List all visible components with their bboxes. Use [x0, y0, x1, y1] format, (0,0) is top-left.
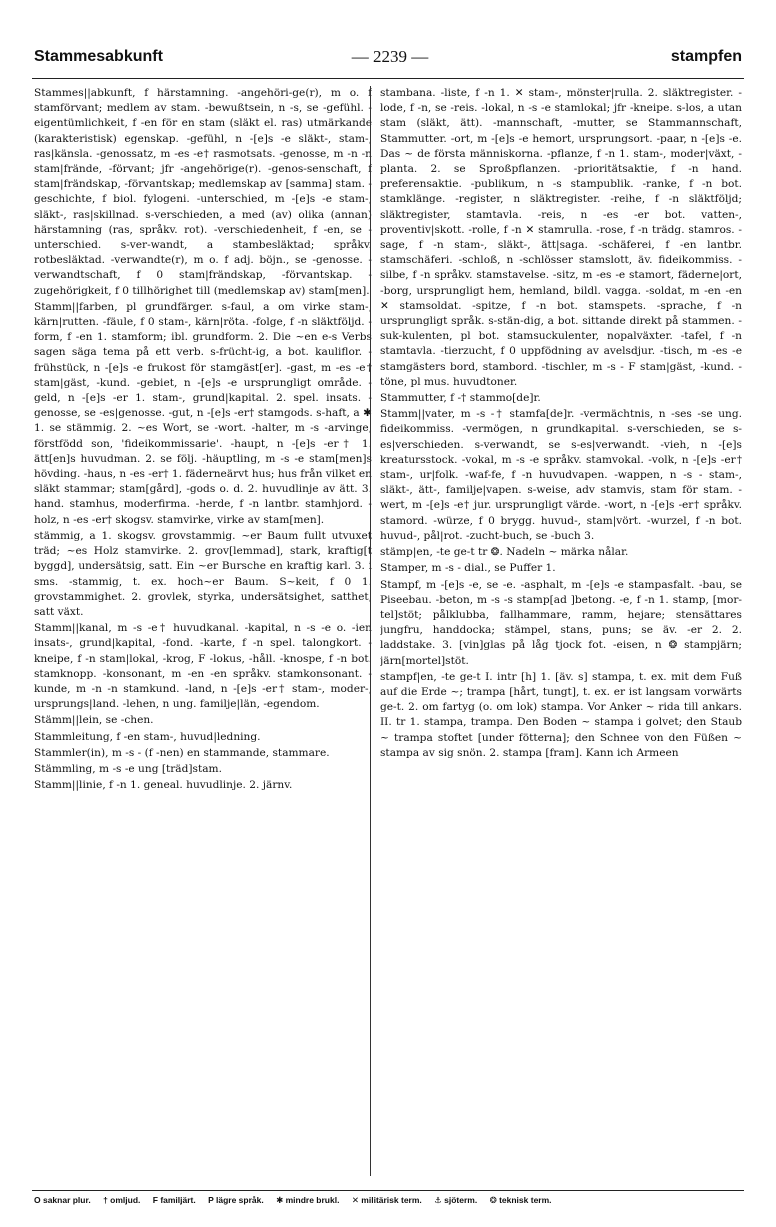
legend-item: P lägre språk.: [208, 1195, 264, 1205]
right-column: [380, 86, 742, 1196]
entry-paragraph: Stammleitung, f -en stam-, huvud|ledning.: [34, 730, 261, 743]
legend-item: ✕ militärisk term.: [351, 1195, 422, 1205]
legend-item: F familjärt.: [152, 1195, 196, 1205]
column-divider: [370, 86, 371, 1176]
entry-paragraph: stampf|en, -te ge-t I. intr [h] 1. [äv. s] stampa, t. ex. mit dem Fuß auf die Erde ~; trampa [hårt, tungt], t. ex. er ist langsam vorwärts ge-t. 2. om fartyg (o. om lok) stampa. Vor Anker ~ rida till ankars. II. tr 1. stampa, trampa. Den Boden ~ stampa i golvet; den Staub ~ trampa stoftet [under fötterna]; den Schnee von den Füßen ~ stampa av sig snön. 2. stampa [fram]. Kann ich Armeen: [380, 670, 742, 759]
legend-item: † omljud.: [103, 1195, 141, 1205]
legend-item: ⚓ sjöterm.: [434, 1195, 478, 1205]
footer-rule: [32, 1190, 744, 1191]
abbreviation-legend: [34, 1195, 742, 1206]
entry-paragraph: Stamm||vater, m -s -† stamfa[de]r. -vermächtnis, n -ses -se ung. fideikommiss. -vermögen, n grundkapital. s-verschieden, se s-es|verschieden. s-verwandt, se s-es|verwandt. -vieh, n -[e]s kreatursstock. -vokal, m -s -e språkv. stamvokal. -volk, n -[e]s -er† stam-, ur|folk. -waf-fe, f -n huvudvapen. -wappen, n -s - stam-, släkt-, ätt-, familje|vapen. s-weise, adv stamvis, stam för stam. -wert, m -[e]s -e† jur. ursprungligt värde. -wort, n -[e]s -er† språkv. stamord. -würze, f 0 brygg. huvud-, stam|vört. -wurzel, f -n bot. huvud-, pål|rot. -zucht-buch, se -buch 3.: [380, 408, 742, 542]
legend-item: O saknar plur.: [34, 1195, 91, 1205]
entry-paragraph: Stamper, m -s - dial., se Puffer 1.: [380, 562, 556, 575]
entry-paragraph: stämmig, a 1. skogsv. grovstammig. ~er Baum fullt utvuxet träd; ~es Holz stamvirke. 2. grov[lemmad], stark, kraftig[t byggd], undersätsig, satt. Ein ~er Bursche en kraftig karl. 3. i sms. -stammig, t. ex. hoch~er Baum. S~keit, f 0 1. grovstammighet. 2. grovlek, styrka, undersätsighet, satthet, satt växt.: [34, 529, 372, 618]
running-head-left: Stammesabkunft: [34, 48, 163, 65]
entry-paragraph: stambana. -liste, f -n 1. ✕ stam-, mönster|rulla. 2. släktregister. -lode, f -n, se -reis. -lokal, n -s -e stamlokal; jfr -kneipe. s-los, a utan stam (släkt, ätt). -mannschaft, -mutter, se Stammannschaft, Stammutter. -ort, m -[e]s -e hemort, ursprungsort. -paar, n -[e]s -e. Das ~ de första människorna. -pflanze, f -n 1. stam-, moder|växt, -planta. 2. se Sproßpflanzen. -prioritätsaktie, f -n hand. preferensaktie. -publikum, n -s stampublik. -ranke, f -n bot. stamklänge. -register, n släktregister. -reihe, f -n släktföljd; släktregister, stamtavla. -reis, n -es -er bot. vatten-, proventiv|skott. -rolle, f -n ✕ stamrulla. -rose, f -n trädg. stamros. -sage, f -n stam-, släkt-, ätt|saga. -schäferei, f -en lantbr. stamschäferi. -schloß, n -schlösser stamslott, äv. fideikommiss. -silbe, f -n språkv. stamstavelse. -sitz, m -es -e stamort, fäderne|ort, -borg, ursprungligt hem, hemland, bildl. vagga. -soldat, m -en -en ✕ stamsoldat. -spitze, f -n bot. stamspets. -sprache, f -n ursprungligt språk. s-stän-dig, a bot. sittande direkt på stammen. -suk-kulenten, pl bot. stamsuckulenter, nopalväxter. -tafel, f -n stamtavla. -tierzucht, f 0 uppfödning av avelsdjur. -tisch, m -es -e stamgästers bord, stambord. -tischler, m -s - F stam|gäst, -kund. -töne, pl mus. huvudtoner.: [380, 87, 742, 388]
entry-paragraph: Stamm||linie, f -n 1. geneal. huvudlinje. 2. järnv.: [34, 779, 293, 792]
header-rule: [32, 78, 744, 79]
entry-paragraph: Stamm||kanal, m -s -e† huvudkanal. -kapital, n -s -e o. -ien insats-, grund|kapital, -fond. -karte, f -n spel. talongkort. -kneipe, f -n stam|lokal, -krog, F -lokus, -håll. -knospe, f -n bot. stamknopp. -konsonant, m -en -en språkv. stamkonsonant. -kunde, m -n -n stamkund. -land, n -[e]s -er† stam-, moder-, ursprungs|land. -lehen, n ung. familje|län, -egendom.: [34, 622, 372, 711]
legend-item: ❂ teknisk term.: [489, 1195, 552, 1205]
left-column: [34, 86, 372, 1196]
entry-paragraph: Stamm||farben, pl grundfärger. s-faul, a om virke stam-, kärn|rutten. -fäule, f 0 stam-, kärn|röta. -folge, f -n släktföljd. -form, f -en 1. stamform; ibl. grundform. 2. Die ~en e-s Verbs sagen säga tema på ett verb. s-frücht-ig, a bot. kauliflor. -frühstück, n -[e]s -e frukost för stamgäst[er]. -gast, m -es -e† stam|gäst, -kund. -gebiet, n -[e]s -e ursprungligt område. -geld, n -[e]s -er 1. stam-, grund|kapital. 2. spel. insats. -genosse, se -es|genosse. -gut, n -[e]s -er† stamgods. s-haft, a ✱ 1. se stämmig. 2. ~es Wort, se -wort. -halter, m -s -arvinge, förstfödd son, 'fideikommissarie'. -haupt, n -[e]s -er† 1. ätt[en]s huvudman. 2. se följ. -häuptling, m -s -e stam[men]s hövding. -haus, n -es -er† 1. fäderneärvt hus; hus från vilket en släkt stammar; stam[gård], -gods o. d. 2. huvudlinje av ätt. 3. hand. stamhus, moderfirma. -herde, f -n lantbr. stamhjord. -holz, n -es -er† skogsv. stamvirke, virke av stam[men].: [34, 300, 372, 526]
entry-paragraph: stämp|en, -te ge-t tr ❂. Nadeln ~ märka nålar.: [380, 546, 629, 559]
running-head-right: stampfen: [670, 48, 742, 65]
entry-paragraph: Stämm||lein, se -chen.: [34, 714, 154, 727]
entry-paragraph: Stampf, m -[e]s -e, se -e. -asphalt, m -[e]s -e stampasfalt. -bau, se Piseebau. -beton, m -s -s stamp[ad ]betong. -e, f -n 1. stamp, [mor-tel]stöt; pålklubba, fallhammare, ramm, hejare; stensättares jungfru, handdocka; stämpel, stans, puns; se äv. -er 2. 2. laddstake. 3. [vin]glas på låg tjock fot. -eisen, n ❂ stampjärn; järn[mortel]stöt.: [380, 578, 742, 667]
entry-paragraph: Stammes||abkunft, f härstamning. -angehöri-ge(r), m o. f stamförvant; medlem av stam. -bewußtsein, n -s, se -gefühl. -eigentümlichkeit, f -en för en stam (släkt el. ras) utmärkande (karakteristisk) egenskap. -gefühl, n -[e]s -e släkt-, stam-, ras|känsla. -genossatz, m -es -e† rasmotsats. -genosse, m -n -n stam|frände, -förvant; jfr -angehörige(r). -genos-senschaft, f stam|frändskap, -förvantskap; medlemskap av [samma] stam. -geschichte, f biol. fylogeni. -unterschied, m -[e]s -e stam-, släkt-, ras|skillnad. s-verschieden, a med (av) olika (annan) härstamning (ras, språkv. rot). -verschiedenheit, f -en, se -unterschied. s-ver-wandt, a stambesläktad; språkv. rotbesläktad. -verwandte(r), m o. f adj. böjn., se -genosse. -verwandtschaft, f 0 stam|frändskap, -förvantskap. -zugehörigkeit, f 0 tillhörighet till (medlemskap av) stam[men].: [34, 87, 372, 297]
entry-paragraph: Stämmling, m -s -e ung [träd]stam.: [34, 762, 222, 775]
entry-paragraph: Stammutter, f -† stammo[de]r.: [380, 392, 541, 405]
entry-paragraph: Stammler(in), m -s - (f -nen) en stammande, stammare.: [34, 746, 330, 759]
page-number: — 2239 —: [351, 47, 429, 66]
legend-item: ✱ mindre brukl.: [276, 1195, 340, 1205]
